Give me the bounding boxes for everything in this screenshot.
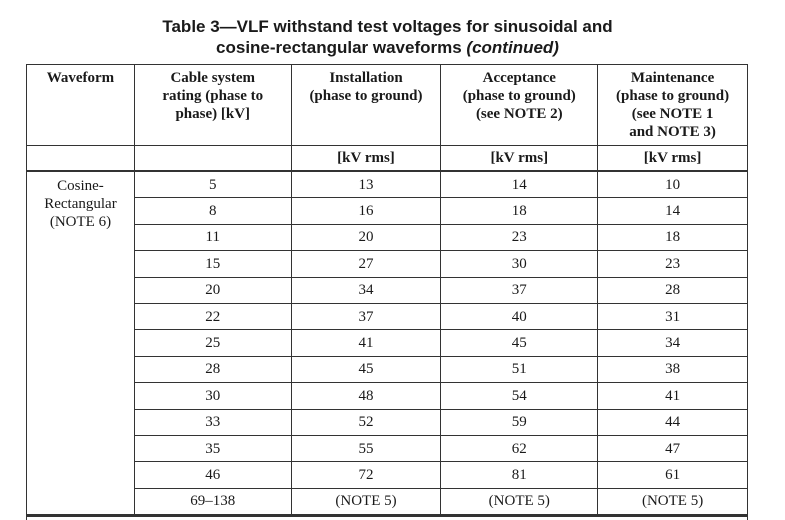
unit-row bbox=[27, 146, 748, 172]
column-header-line: Waveform bbox=[46, 70, 115, 86]
waveform-line: Cosine- bbox=[57, 178, 104, 194]
table-cell: 18 bbox=[441, 198, 598, 224]
table-header bbox=[27, 65, 748, 172]
table-cell: 54 bbox=[441, 383, 598, 409]
column-header bbox=[291, 65, 441, 146]
table-cell: 30 bbox=[134, 383, 291, 409]
column-header bbox=[134, 65, 291, 146]
table-row bbox=[27, 356, 748, 382]
table-cell: 37 bbox=[441, 277, 598, 303]
table-row bbox=[27, 171, 748, 198]
table-cell: (NOTE 5) bbox=[441, 488, 598, 514]
column-header-line: (phase to ground) bbox=[462, 88, 576, 104]
table-cell: 13 bbox=[291, 171, 441, 198]
table-body bbox=[27, 171, 748, 515]
table-cell: 25 bbox=[134, 330, 291, 356]
table-continuation-edges bbox=[26, 515, 748, 520]
table-cell: 52 bbox=[291, 409, 441, 435]
table-cell: 5 bbox=[134, 171, 291, 198]
table-cell: 10 bbox=[598, 171, 748, 198]
table-cell: 11 bbox=[134, 224, 291, 250]
column-header-line: and NOTE 3) bbox=[629, 124, 716, 140]
table-cell: 30 bbox=[441, 251, 598, 277]
table-cell: 28 bbox=[134, 356, 291, 382]
table-cell: 37 bbox=[291, 303, 441, 329]
table-cell: 51 bbox=[441, 356, 598, 382]
caption-continued: (continued) bbox=[466, 38, 559, 57]
column-header bbox=[27, 65, 135, 146]
column-header-line: (see NOTE 2) bbox=[475, 106, 563, 122]
column-header-line: Acceptance bbox=[482, 70, 556, 86]
table-cell: 69–138 bbox=[134, 488, 291, 514]
table-cell: 62 bbox=[441, 435, 598, 461]
unit-cell: [kV rms] bbox=[598, 146, 748, 172]
column-header-line: Maintenance bbox=[630, 70, 715, 86]
table-cell: 34 bbox=[291, 277, 441, 303]
column-header-line: (see NOTE 1 bbox=[631, 106, 714, 122]
caption-title-line-2: cosine-rectangular waveforms bbox=[216, 38, 462, 57]
caption-line-1: Table 3—VLF withstand test voltages for sinusoidal and bbox=[162, 17, 613, 36]
table-cell: 14 bbox=[598, 198, 748, 224]
column-header-line: Installation bbox=[329, 70, 403, 86]
table-cell: 61 bbox=[598, 462, 748, 488]
table-cell: 40 bbox=[441, 303, 598, 329]
table-cell: 45 bbox=[441, 330, 598, 356]
table-cell: 15 bbox=[134, 251, 291, 277]
table-row bbox=[27, 198, 748, 224]
table-cell: 14 bbox=[441, 171, 598, 198]
table-row bbox=[27, 383, 748, 409]
table-cell: 23 bbox=[441, 224, 598, 250]
column-header-line: (phase to ground) bbox=[309, 88, 423, 104]
table-cell: 23 bbox=[598, 251, 748, 277]
table-cell: 45 bbox=[291, 356, 441, 382]
unit-cell: [kV rms] bbox=[441, 146, 598, 172]
unit-cell: [kV rms] bbox=[291, 146, 441, 172]
table-row bbox=[27, 409, 748, 435]
table-cell: 47 bbox=[598, 435, 748, 461]
column-header-line: Cable system bbox=[170, 70, 256, 86]
column-header bbox=[441, 65, 598, 146]
waveform-line: Rectangular bbox=[44, 196, 117, 212]
table-cell: 18 bbox=[598, 224, 748, 250]
caption-line-2 bbox=[0, 37, 775, 58]
table-cell: 72 bbox=[291, 462, 441, 488]
table-cell: 81 bbox=[441, 462, 598, 488]
table-cell: 20 bbox=[291, 224, 441, 250]
table-cell: 44 bbox=[598, 409, 748, 435]
unit-cell bbox=[134, 146, 291, 172]
column-header bbox=[598, 65, 748, 146]
vlf-voltage-table bbox=[26, 64, 748, 515]
header-row bbox=[27, 65, 748, 146]
table-cell: 28 bbox=[598, 277, 748, 303]
column-header-line: (phase to ground) bbox=[616, 88, 730, 104]
table-cell: 22 bbox=[134, 303, 291, 329]
table-cell: (NOTE 5) bbox=[291, 488, 441, 514]
waveform-cell bbox=[27, 171, 135, 515]
table-cell: 8 bbox=[134, 198, 291, 224]
table-row bbox=[27, 277, 748, 303]
table-row bbox=[27, 303, 748, 329]
table-row bbox=[27, 462, 748, 488]
table-cell: 33 bbox=[134, 409, 291, 435]
column-header-line: rating (phase to bbox=[162, 88, 264, 104]
table-cell: 48 bbox=[291, 383, 441, 409]
table-caption bbox=[0, 16, 775, 58]
table-cell: 31 bbox=[598, 303, 748, 329]
table-row bbox=[27, 330, 748, 356]
table-cell: (NOTE 5) bbox=[598, 488, 748, 514]
table-cell: 41 bbox=[291, 330, 441, 356]
column-header-line: phase) [kV] bbox=[175, 106, 251, 122]
table-cell: 38 bbox=[598, 356, 748, 382]
table-cell: 55 bbox=[291, 435, 441, 461]
waveform-line: (NOTE 6) bbox=[49, 214, 112, 230]
table-row bbox=[27, 488, 748, 514]
table-cell: 16 bbox=[291, 198, 441, 224]
table-cell: 41 bbox=[598, 383, 748, 409]
table-cell: 20 bbox=[134, 277, 291, 303]
table-cell: 27 bbox=[291, 251, 441, 277]
table-row bbox=[27, 251, 748, 277]
table-cell: 46 bbox=[134, 462, 291, 488]
table-row bbox=[27, 224, 748, 250]
table-cell: 59 bbox=[441, 409, 598, 435]
table-row bbox=[27, 435, 748, 461]
table-cell: 34 bbox=[598, 330, 748, 356]
table-cell: 35 bbox=[134, 435, 291, 461]
unit-cell bbox=[27, 146, 135, 172]
